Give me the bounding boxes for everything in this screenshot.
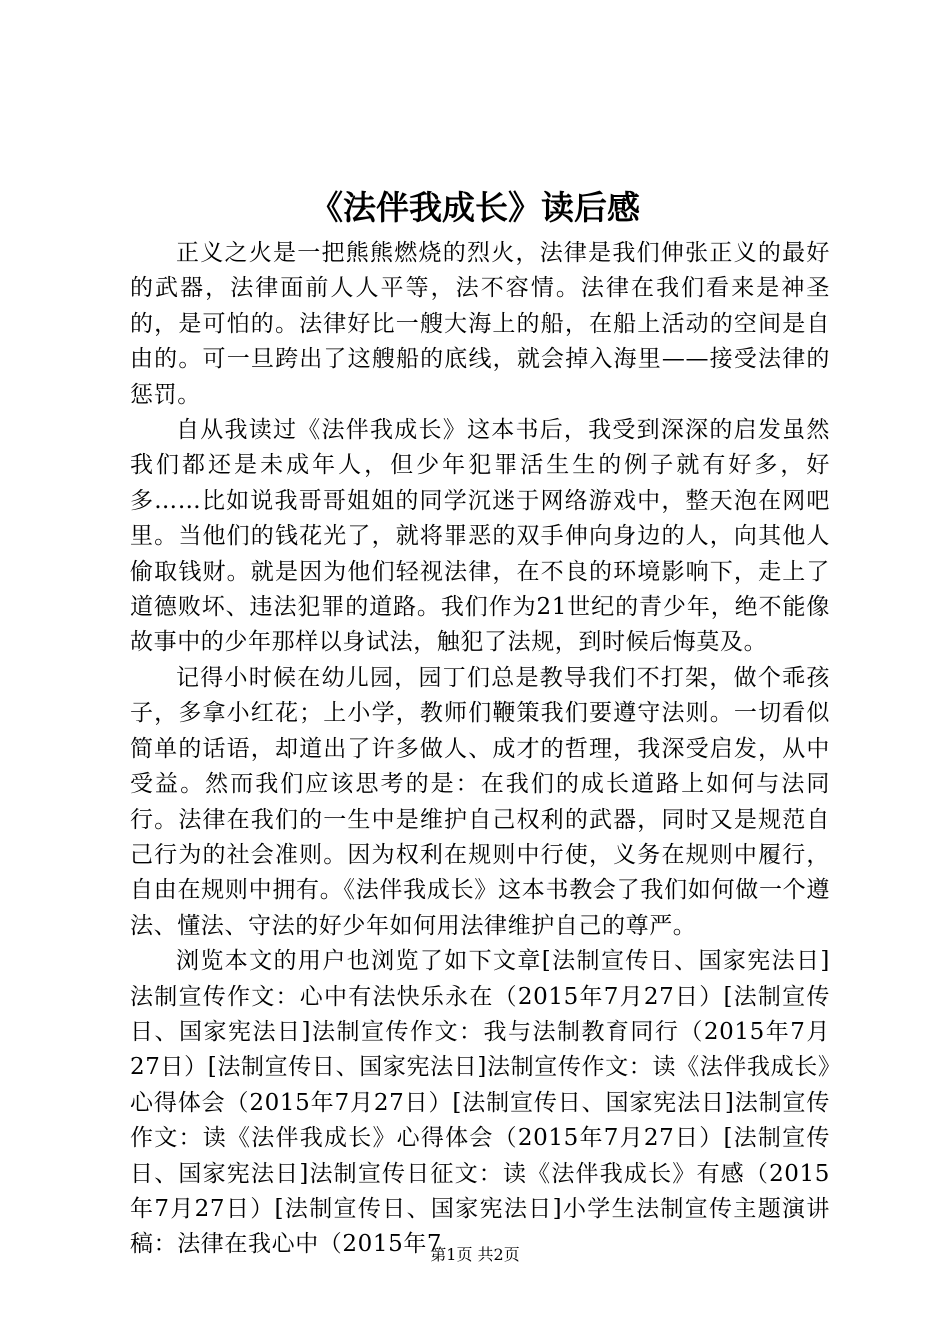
document-title: 《法伴我成长》读后感 [310, 188, 640, 227]
paragraph-2: 自从我读过《法伴我成长》这本书后，我受到深深的启发虽然我们都还是未成年人，但少年犯罪活生生的例子就有好多，好多……比如说我哥哥姐姐的同学沉迷于网络游戏中，整天泡在网吧里。当他们的钱花光了，就将罪恶的双手伸向身边的人，向其他人偷取钱财。就是因为他们轻视法律，在不良的环境影响下，走上了道德败坏、违法犯罪的道路。我们作为21世纪的青少年，绝不能像故事中的少年那样以身试法，触犯了法规，到时候后悔莫及。 [130, 417, 830, 656]
paragraph-3: 记得小时候在幼儿园，园丁们总是教导我们不打架，做个乖孩子，多拿小红花；上小学，教师们鞭策我们要遵守法则。一切看似简单的话语，却道出了许多做人、成才的哲理，我深受启发，从中受益。然而我们应该思考的是：在我们的成长道路上如何与法同行。法律在我们的一生中是维护自己权利的武器，同时又是规范自己行为的社会准则。因为权利在规则中行使，义务在规则中履行，自由在规则中拥有。《法伴我成长》这本书教会了我们如何做一个遵法、懂法、守法的好少年如何用法律维护自己的尊严。 [130, 664, 830, 939]
document-body [130, 236, 830, 1263]
paragraph-1: 正义之火是一把熊熊燃烧的烈火，法律是我们伸张正义的最好的武器，法律面前人人平等，法不容情。法律在我们看来是神圣的，是可怕的。法律好比一艘大海上的船，在船上活动的空间是自由的。可一旦跨出了这艘船的底线，就会掉入海里——接受法律的惩罚。 [130, 240, 830, 408]
page-footer: 第1页 共2页 [430, 1245, 520, 1264]
paragraph-4: 浏览本文的用户也浏览了如下文章[法制宣传日、国家宪法日]法制宣传作文：心中有法快乐永在（2015年7月27日）[法制宣传日、国家宪法日]法制宣传作文：我与法制教育同行（2015年7月27日）[法制宣传日、国家宪法日]法制宣传作文：读《法伴我成长》心得体会（2015年7月27日）[法制宣传日、国家宪法日]法制宣传作文：读《法伴我成长》心得体会（2015年7月27日）[法制宣传日、国家宪法日]法制宣传日征文：读《法伴我成长》有感（2015年7月27日）[法制宣传日、国家宪法日]小学生法制宣传主题演讲稿：法律在我心中（2015年7 [130, 948, 830, 1258]
